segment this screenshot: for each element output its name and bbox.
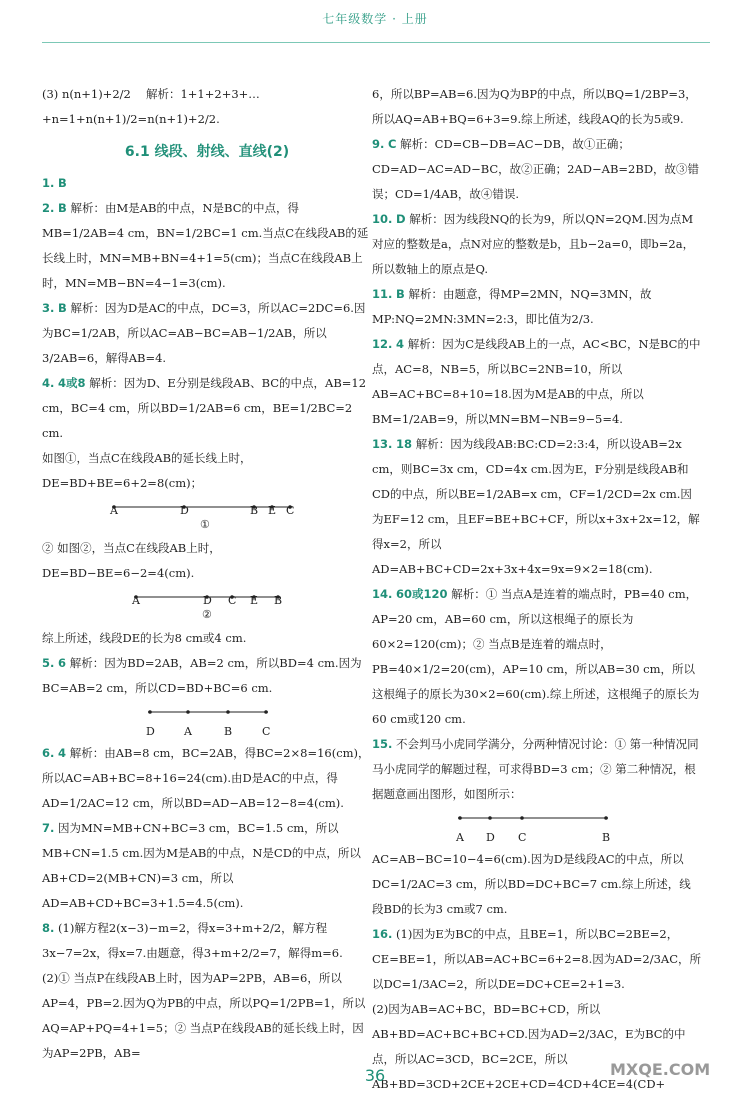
segment-diagram xyxy=(42,703,372,737)
answer-item: 3. B 解析：因为D是AC的中点，DC=3，所以AC=2DC=6.因为BC=1/2AB，所以AC=AB−BC=AB−1/2AB，所以3/2AB=6，解得AB=4. xyxy=(42,301,366,365)
point-label: D xyxy=(203,594,212,607)
point-label: D xyxy=(180,504,189,517)
answer-item: 9. C 解析：CD=CB−DB=AC−DB，故①正确；CD=AD−AC=AD−BC，故②正确；2AD−AB=2BD，故③错误；CD=1/4AB，故④错误. xyxy=(372,137,700,201)
point-label: A xyxy=(184,725,192,738)
point-label: B xyxy=(274,594,283,607)
section-title: 6.1 线段、射线、直线(2) xyxy=(124,144,290,160)
point-label: C xyxy=(286,504,295,517)
answer-item: 16. (1)因为E为BC的中点，且BE=1，所以BC=2BE=2，CE=BE=1，所以AB=AC+BC=6+2=8.因为AD=2/3AC，所以DC=1/3AC=2，所以DE=DC+CE=2+1=3. xyxy=(372,927,702,991)
answer-item: 如图①，当点C在线段AB的延长线上时，DE=BD+BE=6+2=8(cm)； xyxy=(42,451,252,490)
figure-caption: ① xyxy=(200,518,210,531)
answer-item: (3) n(n+1)+2/2 解析：1+1+2+3+…+n=1+n(n+1)/2=n(n+1)+2/2. xyxy=(42,87,260,126)
point-label: C xyxy=(228,594,237,607)
answer-item: (2)因为AB=AC+BC，BD=BC+CD，所以AB+BD=AC+BC+BC+CD.因为AD=2/3AC，E为BC的中点，所以AC=3CD，BC=2CE，所以AB+BD=3CD+2CE+2CE+CD=4CD+4CE=4(CD+ xyxy=(372,1002,686,1091)
figure-1 xyxy=(42,498,372,532)
point-label: C xyxy=(518,831,527,844)
answer-item: 5. 6 解析：因为BD=2AB，AB=2 cm，所以BD=4 cm.因为BC=AB=2 cm，所以CD=BD+BC=6 cm. xyxy=(42,656,362,695)
figure-caption: ② xyxy=(202,608,212,621)
watermark: MXQE.COM xyxy=(610,1060,711,1079)
answer-item: 7. 因为MN=MB+CN+BC=3 cm，BC=1.5 cm，所以MB+CN=1.5 cm.因为M是AB的中点，N是CD的中点，所以AB+CD=2(MB+CN)=3 cm，所以AD=AB+CD+BC=3+1.5=4.5(cm). xyxy=(42,821,361,910)
answer-item: 13. 18 解析：因为线段AB:BC:CD=2:3:4，所以设AB=2x cm，则BC=3x cm，CD=4x cm.因为E，F分别是线段AB和CD的中点，所以BE=1/2AB=x cm，CF=1/2CD=2x cm.因为EF=12 cm，且EF=BE+BC+CF，所以x+3x+2x=12，解得x=2，所以AD=AB+BC+CD=2x+3x+4x=9x=9×2=18(cm). xyxy=(372,437,700,576)
answer-item: 11. B 解析：由题意，得MP=2MN，NQ=3MN，故MP:NQ=2MN:3MN=2:3，即比值为2/3. xyxy=(372,287,652,326)
answer-item: 1. B xyxy=(42,176,67,190)
point-label: A xyxy=(132,594,140,607)
page-number: 36 xyxy=(364,1066,386,1085)
point-label: A xyxy=(110,504,118,517)
answer-item: 4. 4或8 解析：因为D、E分别是线段AB、BC的中点，AB=12 cm，BC=4 cm，所以BD=1/2AB=6 cm，BE=1/2BC=2 cm. xyxy=(42,376,367,440)
answer-item: 15. 不会判马小虎同学满分，分两种情况讨论：① 第一种情况同马小虎同学的解题过程，可求得BD=3 cm；② 第二种情况，根据题意画出图形，如图所示： xyxy=(372,737,699,801)
point-label: A xyxy=(456,831,464,844)
point-label: B xyxy=(224,725,233,738)
answer-item: 8. (1)解方程2(x−3)−m=2，得x=3+m+2/2，解方程3x−7=2x，得x=7.由题意，得3+m+2/2=7，解得m=6. xyxy=(42,921,343,960)
page-header xyxy=(0,10,750,27)
point-label: C xyxy=(262,725,271,738)
figure-15 xyxy=(372,809,702,843)
answer-item: 2. B 解析：由M是AB的中点，N是BC的中点，得MB=1/2AB=4 cm，BN=1/2BC=1 cm.当点C在线段AB的延长线上时，MN=MB+BN=4+1=5(cm)；当点C在线段AB上时，MN=MB−BN=4−1=3(cm). xyxy=(42,201,369,290)
point-label: B xyxy=(250,504,259,517)
answer-item: 10. D 解析：因为线段NQ的长为9，所以QN=2QM.因为点M对应的整数是a，点N对应的整数是b，且b−2a=0，即b=2a，所以数轴上的原点是Q. xyxy=(372,212,695,276)
left-column xyxy=(42,82,372,1066)
point-label: B xyxy=(602,831,611,844)
answer-item: 14. 60或120 解析：① 当点A是连着的端点时，PB=40 cm，AP=20 cm，AB=60 cm，所以这根绳子的原长为60×2=120(cm)；② 当点B是连着的端点时，PB=40×1/2=20(cm)，AP=10 cm，所以AB=30 cm，所以这根绳子的原长为30×2=60(cm).综上所述，这根绳子的原长为60 cm或120 cm. xyxy=(372,587,700,726)
point-label: E xyxy=(250,594,259,607)
answer-item: ② 如图②，当点C在线段AB上时，DE=BD−BE=6−2=4(cm). xyxy=(42,541,221,580)
answer-item: AC=AB−BC=10−4=6(cm).因为D是线段AC的中点，所以DC=1/2AC=3 cm，所以BD=DC+BC=7 cm.综上所述，线段BD的长为3 cm或7 cm. xyxy=(372,852,691,916)
figure-2 xyxy=(42,588,372,622)
header-title: 七年级数学 · 上册 xyxy=(322,12,428,26)
answer-item: (2)① 当点P在线段AB上时，因为AP=2PB，AB=6，所以AP=4，PB=2.因为Q为PB的中点，所以PQ=1/2PB=1，所以AQ=AP+PQ=4+1=5；② 当点P在线段AB的延长线上时，因为AP=2PB，AB= xyxy=(42,971,366,1060)
answer-item: 12. 4 解析：因为C是线段AB上的一点，AC<BC，N是BC的中点，AC=8，NB=5，所以BC=2NB=10，所以AB=AC+BC=8+10=18.因为M是AB的中点，所以BM=1/2AB=9，所以MN=BM−NB=9−5=4. xyxy=(372,337,701,426)
point-label: E xyxy=(268,504,277,517)
figure-5 xyxy=(42,703,372,737)
right-column xyxy=(372,82,702,1097)
point-label: D xyxy=(146,725,155,738)
point-label: D xyxy=(486,831,495,844)
header-rule xyxy=(42,42,710,43)
answer-item: 综上所述，线段DE的长为8 cm或4 cm. xyxy=(42,631,247,645)
answer-item: 6，所以BP=AB=6.因为Q为BP的中点，所以BQ=1/2BP=3，所以AQ=AB+BQ=6+3=9.综上所述，线段AQ的长为5或9. xyxy=(372,87,697,126)
answer-item: 6. 4 解析：由AB=8 cm，BC=2AB，得BC=2×8=16(cm)，所以AC=AB+BC=8+16=24(cm).由D是AC的中点，得AD=1/2AC=12 cm，所以BD=AD−AB=12−8=4(cm). xyxy=(42,746,370,810)
segment-diagram xyxy=(372,809,702,843)
